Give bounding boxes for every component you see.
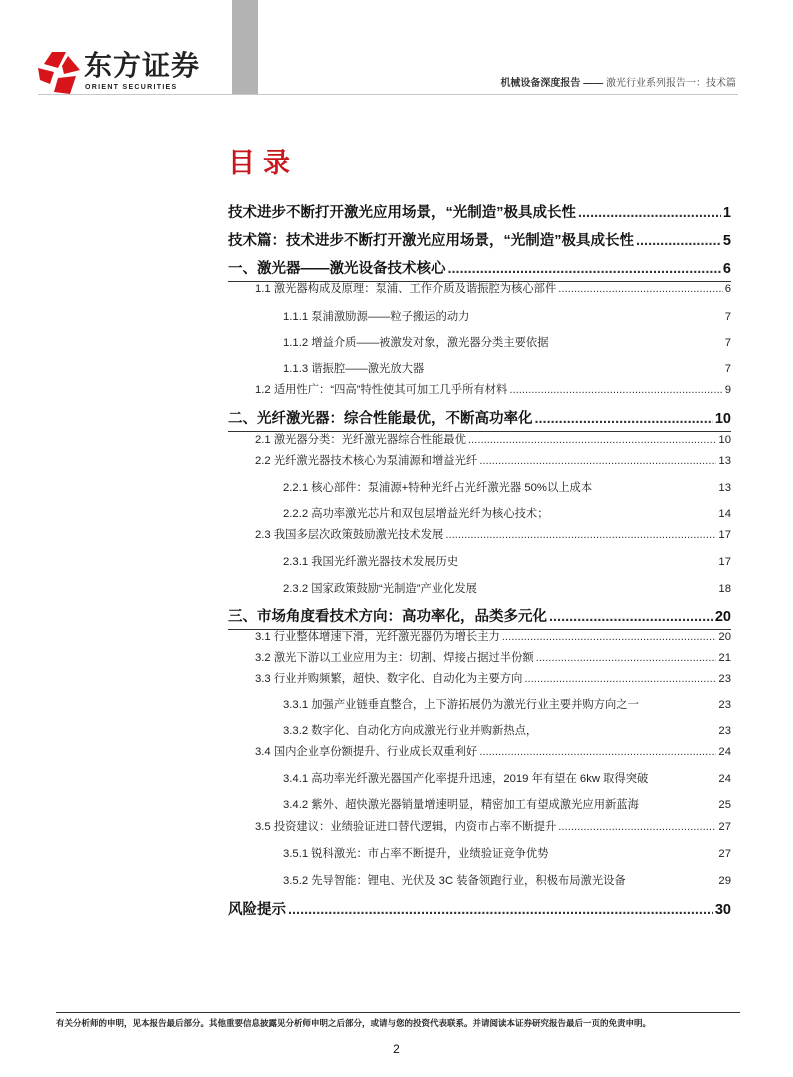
toc-entry[interactable]: [283, 875, 731, 888]
toc-leader-dots: [636, 233, 721, 250]
toc-entry-label: 3.4.2 紫外、超快激光器销量增速明显，精密加工有望成激光应用新蓝海: [283, 799, 639, 811]
toc-entry[interactable]: [283, 848, 731, 861]
toc-entry[interactable]: [255, 529, 731, 542]
toc-entry-label: 2.2.2 高功率激光芯片和双包层增益光纤为核心技术；: [283, 508, 549, 520]
toc-entry[interactable]: [255, 821, 731, 834]
toc-entry-label: 3.5.2 先导智能：锂电、光伏及 3C 装备领跑行业，积极布局激光设备: [283, 875, 626, 887]
toc-entry[interactable]: [283, 508, 731, 521]
toc-entry-page: 24: [718, 746, 731, 758]
toc-entry-label: 2.3.1 我国光纤激光器技术发展历史: [283, 556, 459, 568]
header-separator: ——: [583, 78, 604, 89]
toc-entry-page: 10: [718, 434, 731, 446]
toc-entry-label: 2.3.2 国家政策鼓励“光制造”产业化发展: [283, 583, 477, 595]
toc-leader-dots: [509, 384, 722, 397]
toc-entry-page: 10: [714, 411, 731, 427]
toc-entry-label: 3.5 投资建议：业绩验证进口替代逻辑，内资市占率不断提升: [255, 821, 557, 833]
toc-entry[interactable]: [283, 482, 731, 495]
toc-entry-label: 1.1.1 泵浦激励源——粒子搬运的动力: [283, 311, 470, 323]
orient-securities-logo-icon: [36, 50, 82, 96]
toc-entry[interactable]: [255, 455, 731, 468]
toc-entry[interactable]: [283, 556, 731, 569]
toc-entry[interactable]: [255, 673, 731, 686]
toc-entry-page: 6: [722, 261, 731, 277]
header-divider: [38, 94, 738, 95]
toc-entry-page: 9: [724, 384, 731, 396]
toc-entry[interactable]: [283, 725, 731, 738]
toc-entry[interactable]: [228, 902, 731, 919]
toc-leader-dots: [502, 631, 717, 644]
toc-entry[interactable]: [283, 773, 731, 786]
toc-entry-page: 30: [714, 902, 731, 918]
toc-entry-page: 25: [718, 799, 731, 811]
toc-leader-dots: [558, 283, 722, 296]
toc-entry-label: 一、激光器——激光设备技术核心: [228, 261, 446, 277]
toc-entry[interactable]: [283, 363, 731, 376]
logo-text-cn: 东方证券: [84, 50, 201, 81]
toc-entry-label: 3.3 行业并购频繁，超快、数字化、自动化为主要方向: [255, 673, 523, 685]
toc-entry-label: 3.4.1 高功率光纤激光器国产化率提升迅速，2019 年有望在 6kw 取得突破: [283, 773, 649, 785]
toc-entry-label: 1.1 激光器构成及原理：泵浦、工作介质及谐振腔为核心部件: [255, 283, 557, 295]
toc-leader-dots: [288, 902, 713, 919]
toc-entry[interactable]: [255, 652, 731, 665]
toc-entry-page: 27: [718, 848, 731, 860]
toc-entry-page: 17: [718, 529, 731, 541]
toc-entry-page: 27: [718, 821, 731, 833]
toc-entry-label: 3.4 国内企业享份额提升、行业成长双重利好: [255, 746, 478, 758]
toc-entry-page: 6: [724, 283, 731, 295]
toc-entry-label: 2.3 我国多层次政策鼓励激光技术发展: [255, 529, 444, 541]
toc-entry-label: 2.1 激光器分类：光纤激光器综合性能最优: [255, 434, 466, 446]
toc-entry-label: 二、光纤激光器：综合性能最优，不断高功率化: [228, 411, 533, 427]
toc-entry[interactable]: [228, 609, 731, 626]
section-underline: [228, 629, 731, 630]
toc-entry-page: 1: [722, 205, 731, 221]
toc-entry-page: 13: [718, 482, 731, 494]
section-underline: [228, 431, 731, 432]
section-underline: [228, 281, 731, 282]
toc-entry-page: 24: [718, 773, 731, 785]
toc-entry[interactable]: [283, 311, 731, 324]
toc-entry-page: 23: [718, 725, 731, 737]
toc-entry-label: 风险提示: [228, 902, 286, 918]
toc-entry-label: 技术进步不断打开激光应用场景，“光制造”极具成长性: [228, 205, 576, 221]
toc-leader-dots: [536, 652, 717, 665]
toc-entry[interactable]: [228, 233, 731, 250]
toc-leader-dots: [558, 821, 716, 834]
toc-entry-label: 2.2 光纤激光器技术核心为泵浦源和增益光纤: [255, 455, 478, 467]
report-type: 机械设备深度报告: [500, 78, 581, 89]
toc-entry-page: 17: [718, 556, 731, 568]
toc-entry-label: 1.2 适用性广：“四高”特性使其可加工几乎所有材料: [255, 384, 508, 396]
toc-entry-label: 3.5.1 锐科激光：市占率不断提升，业绩验证竞争优势: [283, 848, 549, 860]
toc-leader-dots: [479, 455, 716, 468]
toc-leader-dots: [468, 434, 717, 447]
page-number: 2: [393, 1042, 400, 1056]
toc-entry[interactable]: [283, 699, 731, 712]
header-report-title: [500, 78, 736, 90]
toc-leader-dots: [524, 673, 716, 686]
toc-entry-page: 20: [714, 609, 731, 625]
toc-entry-page: 29: [718, 875, 731, 887]
toc-entry-label: 1.1.2 增益介质——被激发对象，激光器分类主要依据: [283, 337, 549, 349]
toc-entry-page: 13: [718, 455, 731, 467]
toc-leader-dots: [448, 261, 721, 278]
toc-entry-page: 23: [718, 673, 731, 685]
toc-entry-label: 三、市场角度看技术方向：高功率化，品类多元化: [228, 609, 547, 625]
toc-entry[interactable]: [228, 411, 731, 428]
toc-entry-label: 2.2.1 核心部件：泵浦源+特种光纤占光纤激光器 50%以上成本: [283, 482, 593, 494]
toc-entry[interactable]: [255, 746, 731, 759]
toc-entry-page: 14: [718, 508, 731, 520]
toc-entry-label: 3.3.2 数字化、自动化方向成激光行业并购新热点，: [283, 725, 538, 737]
toc-entry-label: 3.2 激光下游以工业应用为主：切割、焊接占据过半份额: [255, 652, 534, 664]
toc-leader-dots: [549, 609, 713, 626]
toc-entry[interactable]: [255, 283, 731, 296]
logo-text-en: ORIENT SECURITIES: [85, 84, 178, 91]
toc-leader-dots: [445, 529, 716, 542]
toc-entry-label: 技术篇：技术进步不断打开激光应用场景，“光制造”极具成长性: [228, 233, 634, 249]
toc-leader-dots: [578, 205, 721, 222]
toc-entry[interactable]: [283, 337, 731, 350]
toc-entry-label: 3.3.1 加强产业链垂直整合，上下游拓展仍为激光行业主要并购方向之一: [283, 699, 639, 711]
toc-entry[interactable]: [283, 799, 731, 812]
toc-entry-page: 7: [724, 311, 731, 323]
toc-entry-page: 20: [718, 631, 731, 643]
toc-leader-dots: [479, 746, 716, 759]
toc-entry-page: 7: [724, 337, 731, 349]
toc-entry[interactable]: [283, 583, 731, 596]
toc-entry-page: 21: [718, 652, 731, 664]
toc-entry-page: 23: [718, 699, 731, 711]
footer-divider: [56, 1012, 740, 1013]
toc-entry-label: 1.1.3 谐振腔——激光放大器: [283, 363, 425, 375]
toc-title: 目录: [228, 148, 298, 178]
toc-entry-page: 7: [724, 363, 731, 375]
toc-entry-page: 18: [718, 583, 731, 595]
toc-entry[interactable]: [255, 434, 731, 447]
toc-entry[interactable]: [228, 205, 731, 222]
header-gray-bar: [232, 0, 258, 95]
toc-entry[interactable]: [255, 384, 731, 397]
toc-entry-page: 5: [722, 233, 731, 249]
report-series: 激光行业系列报告一：技术篇: [606, 78, 736, 89]
toc-entry-label: 3.1 行业整体增速下滑，光纤激光器仍为增长主力: [255, 631, 500, 643]
toc-entry[interactable]: [255, 631, 731, 644]
toc-leader-dots: [535, 411, 713, 428]
toc-entry[interactable]: [228, 261, 731, 278]
footer-disclaimer: 有关分析师的申明，见本报告最后部分。其他重要信息披露见分析师申明之后部分，或请与您的投资代表联系。并请阅读本证券研究报告最后一页的免责申明。: [56, 1018, 652, 1028]
